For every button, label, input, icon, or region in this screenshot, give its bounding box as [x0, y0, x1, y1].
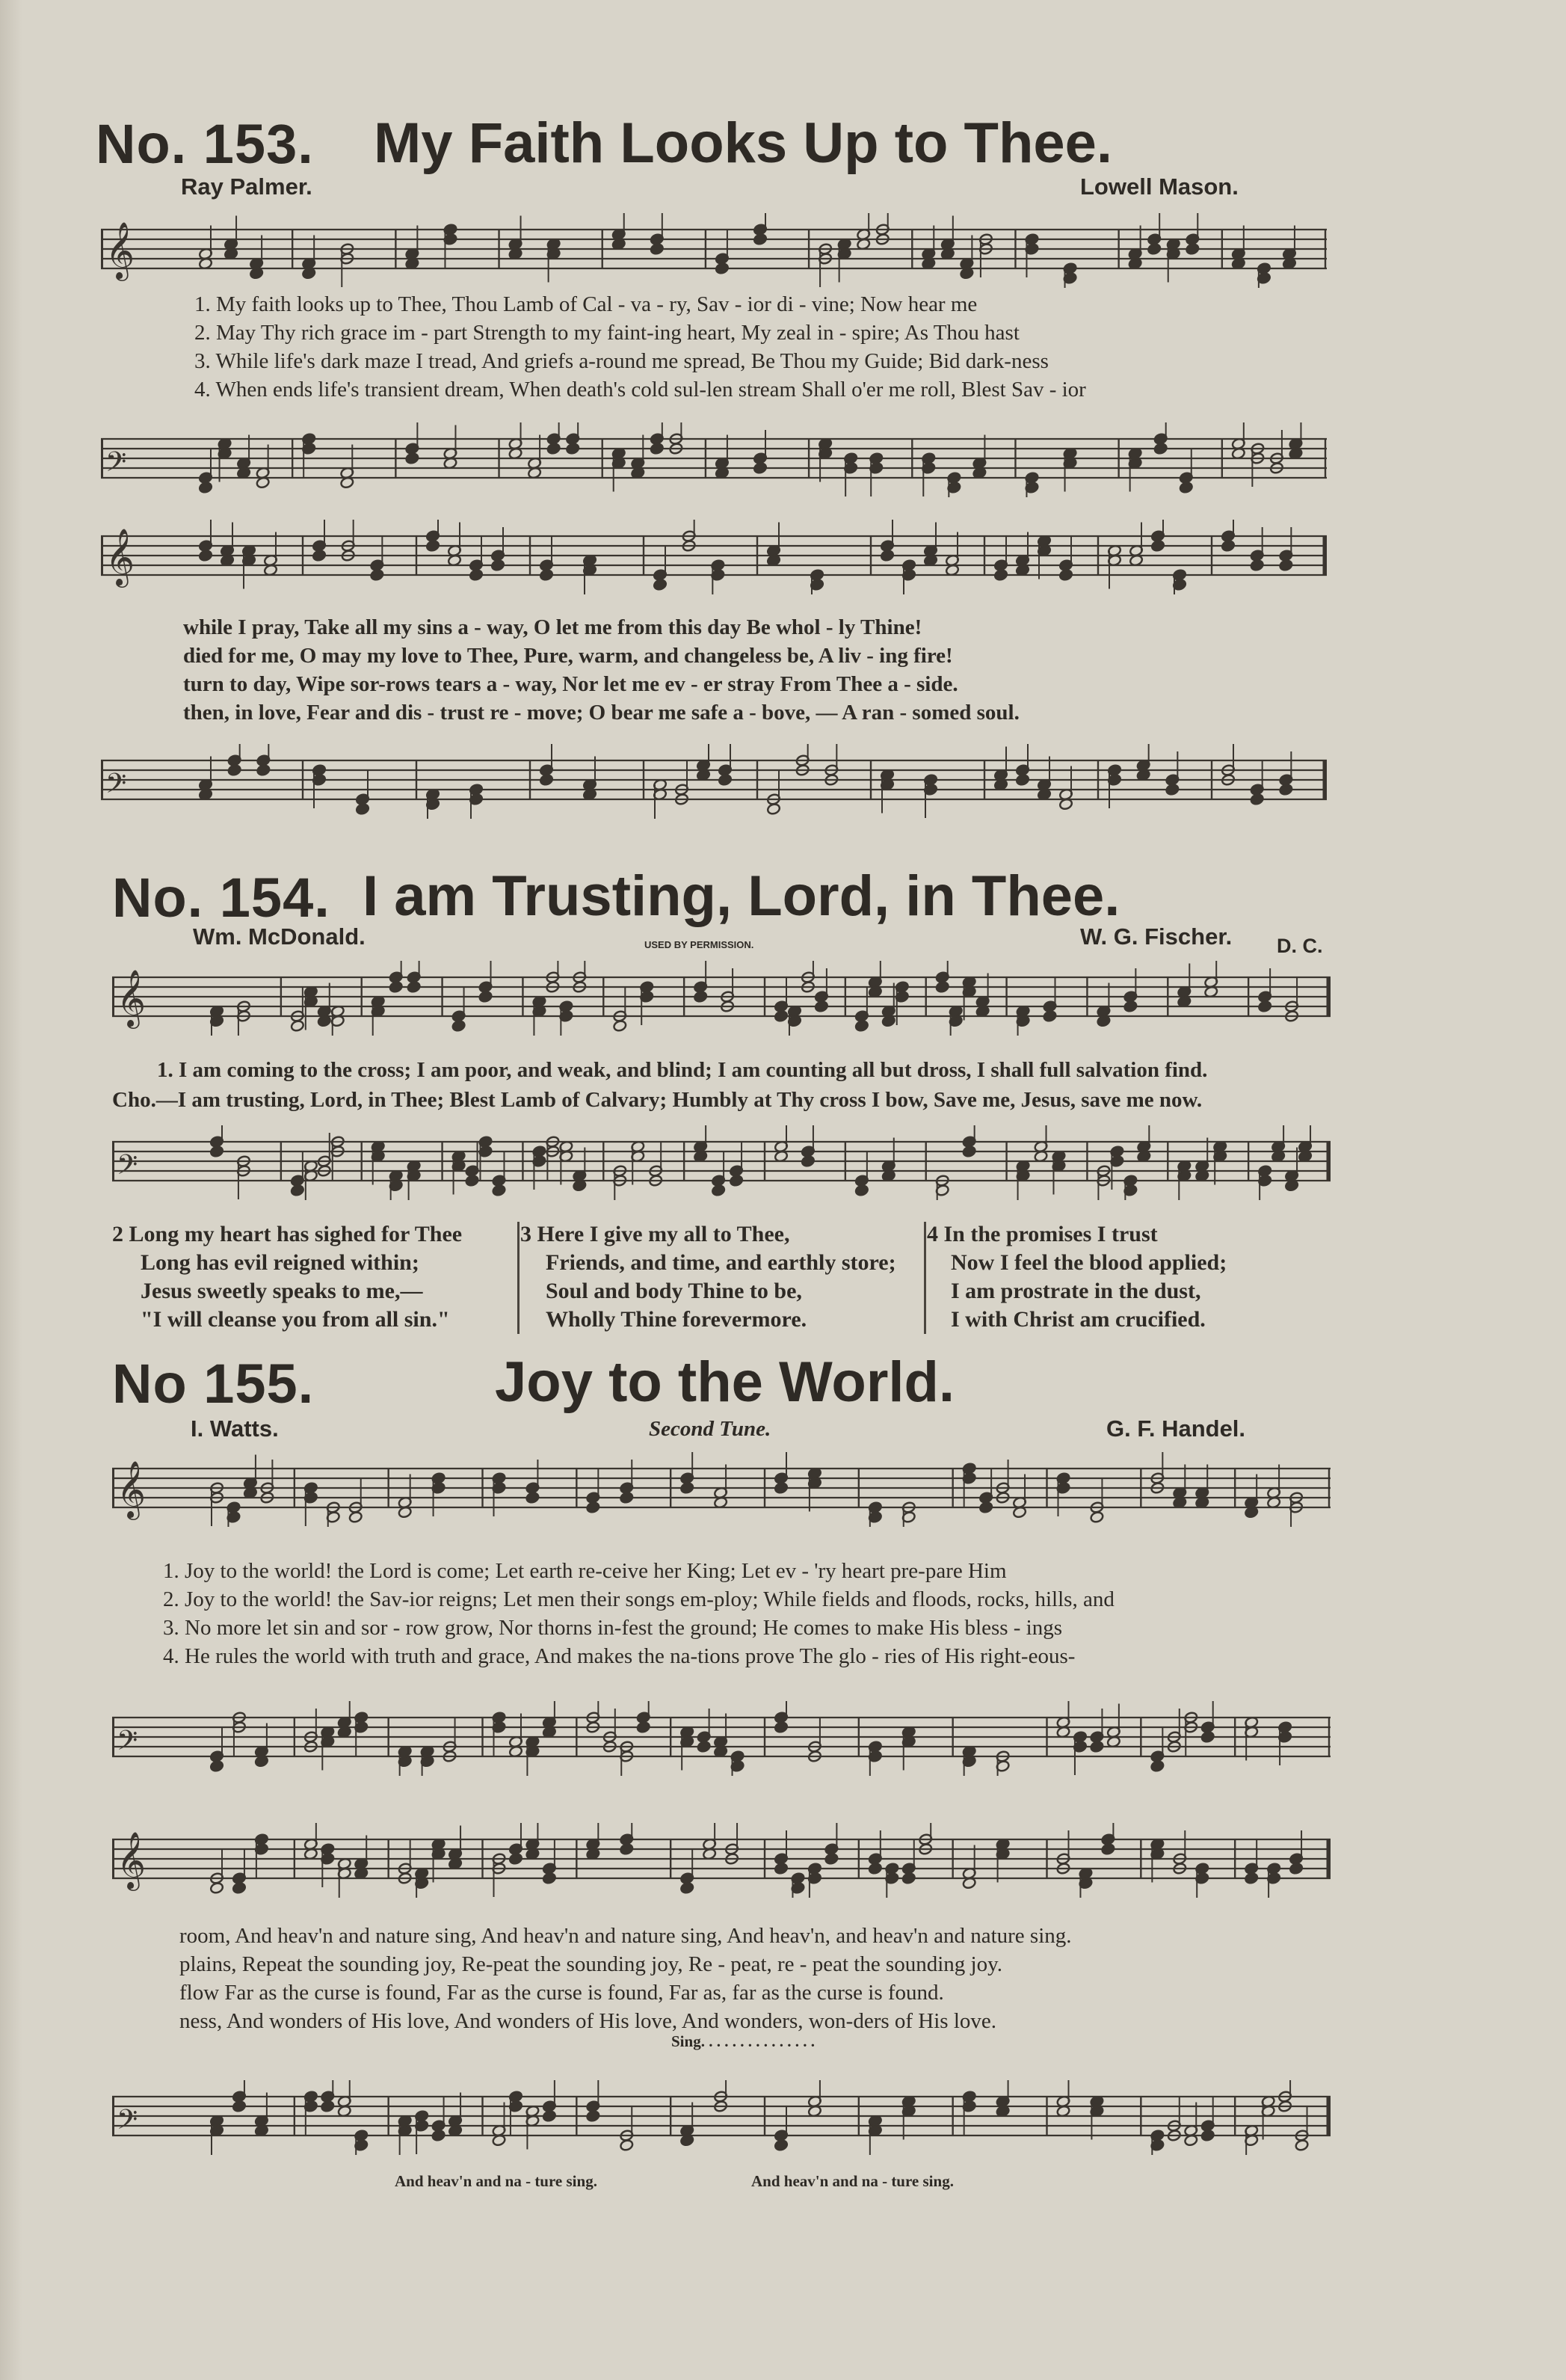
hymn-155-verses-system-2 [179, 1922, 1072, 2035]
hymn-153-bass-staff-1 [101, 422, 1327, 497]
hymn-155-treble-staff-2 [112, 1823, 1331, 1898]
svg-text:𝄞: 𝄞 [117, 1460, 147, 1518]
hymn-155-bass-staff-2 [112, 2080, 1331, 2155]
stanza-line: Friends, and time, and earthly store; [546, 1250, 896, 1275]
stanza-line: I am prostrate in the dust, [951, 1279, 1201, 1303]
dc-marking: D. C. [1277, 935, 1323, 957]
svg-text:𝄞: 𝄞 [117, 1831, 147, 1889]
hymn-155-title: Joy to the World. [495, 1350, 955, 1414]
verse-line: died for me, O may my love to Thee, Pure, warm, and changeless be, A liv - ing fire! [183, 644, 953, 668]
hymn-153-title: My Faith Looks Up to Thee. [374, 111, 1113, 175]
hymn-153-composer: Lowell Mason. [1080, 173, 1239, 200]
svg-text:𝄢: 𝄢 [117, 2104, 138, 2142]
hymn-155-verses-system-1 [163, 1557, 1115, 1670]
hymn-153-verses-system-2 [183, 613, 1020, 727]
verse-line: 3. No more let sin and sor - row grow, Nor thorns in-fest the ground; He comes to make His bless - ings [163, 1616, 1063, 1640]
stanza-line: "I will cleanse you from all sin." [141, 1307, 450, 1332]
verse-line: 1. Joy to the world! the Lord is come; Let earth re-ceive her King; Let ev - 'ry heart pre-pare Him [163, 1559, 1007, 1583]
hymn-153-verses-system-1 [194, 290, 1086, 404]
stanza-line: Wholly Thine forevermore. [546, 1307, 807, 1332]
verse-line: plains, Repeat the sounding joy, Re-peat the sounding joy, Re - peat, re - peat the sounding joy. [179, 1952, 1002, 1976]
verse-line: 4. He rules the world with truth and grace, And makes the na-tions prove The glo - ries of His right-eous- [163, 1644, 1076, 1668]
stanza-divider [517, 1222, 520, 1334]
hymn-154-stanza-4 [927, 1220, 1227, 1334]
verse-line: 2. Joy to the world! the Sav-ior reigns; Let men their songs em-ploy; While fields and floods, rocks, hills, and [163, 1587, 1115, 1611]
svg-text:𝄞: 𝄞 [117, 969, 147, 1027]
bass-cue-text-2: And heav'n and na - ture sing. [751, 2172, 954, 2190]
verse-line: 2. May Thy rich grace im - part Strength to my faint-ing heart, My zeal in - spire; As Thou hast [194, 321, 1020, 345]
book-spine-shadow [0, 0, 22, 2380]
svg-text:𝄢: 𝄢 [117, 1725, 138, 1763]
verse-line: room, And heav'n and nature sing, And heav'n and nature sing, And heav'n, and heav'n and nature sing. [179, 1924, 1072, 1948]
hymn-154-composer: W. G. Fischer. [1080, 923, 1233, 950]
hymn-154-stanza-3 [520, 1220, 896, 1334]
hymn-154-title: I am Trusting, Lord, in Thee. [363, 864, 1120, 928]
hymn-155-number: No 155. [112, 1353, 315, 1415]
hymn-154-author: Wm. McDonald. [193, 923, 366, 950]
stanza-line: 3 Here I give my all to Thee, [520, 1222, 790, 1246]
svg-text:𝄞: 𝄞 [105, 528, 135, 585]
sing-marking: Sing. . . . . . . . . . . . . . . [671, 2032, 815, 2050]
verse-line: while I pray, Take all my sins a - way, O let me from this day Be whol - ly Thine! [183, 615, 922, 639]
hymn-154-bass-staff [112, 1125, 1331, 1200]
stanza-line: 4 In the promises I trust [927, 1222, 1158, 1246]
hymn-153-treble-staff-2 [101, 520, 1327, 594]
hymn-153-author: Ray Palmer. [181, 173, 312, 200]
stanza-divider [924, 1222, 926, 1334]
stanza-line: Soul and body Thine to be, [546, 1279, 802, 1303]
stanza-line: I with Christ am crucified. [951, 1307, 1206, 1332]
verse-line: then, in love, Fear and dis - trust re - move; O bear me safe a - bove, — A ran - somed soul. [183, 701, 1020, 725]
hymn-154-stanza-2 [112, 1220, 462, 1334]
verse-line: turn to day, Wipe sor-rows tears a - way, Nor let me ev - er stray From Thee a - side. [183, 672, 958, 696]
stanza-line: 2 Long my heart has sighed for Thee [112, 1222, 463, 1246]
hymn-153-treble-staff-1 [101, 213, 1327, 288]
hymn-155-tune: Second Tune. [649, 1417, 771, 1441]
stanza-line: Jesus sweetly speaks to me,— [141, 1279, 423, 1303]
verse-line: 1. My faith looks up to Thee, Thou Lamb of Cal - va - ry, Sav - ior di - vine; Now hear me [194, 292, 978, 316]
hymn-155-treble-staff-1 [112, 1452, 1331, 1527]
verse-line: 3. While life's dark maze I tread, And griefs a-round me spread, Be Thou my Guide; Bid dark-ness [194, 349, 1049, 373]
hymn-155-bass-staff-1 [112, 1701, 1331, 1776]
hymn-155-author: I. Watts. [191, 1415, 279, 1442]
hymn-154-treble-staff [112, 961, 1331, 1036]
stanza-line: Now I feel the blood applied; [951, 1250, 1227, 1275]
svg-text:𝄞: 𝄞 [105, 221, 135, 279]
hymn-154-number: No. 154. [112, 867, 330, 929]
verse-line: ness, And wonders of His love, And wonders of His love, And wonders, won-ders of His love. [179, 2009, 997, 2033]
verse-line: flow Far as the curse is found, Far as the curse is found, Far as, far as the curse is found. [179, 1981, 944, 2005]
svg-text:𝄢: 𝄢 [105, 446, 127, 485]
hymn-153-number: No. 153. [96, 113, 314, 175]
hymn-154-chorus: Cho.—I am trusting, Lord, in Thee; Blest Lamb of Calvary; Humbly at Thy cross I bow, Save me, Jesus, save me now. [112, 1088, 1203, 1112]
stanza-line: Long has evil reigned within; [141, 1250, 419, 1275]
svg-text:𝄢: 𝄢 [105, 768, 127, 806]
hymn-153-bass-staff-2 [101, 744, 1327, 819]
verse-line: 4. When ends life's transient dream, When death's cold sul-len stream Shall o'er me roll, Blest Sav - ior [194, 378, 1086, 402]
bass-cue-text-1: And heav'n and na - ture sing. [395, 2172, 597, 2190]
svg-text:𝄢: 𝄢 [117, 1149, 138, 1187]
hymn-154-verse-1: 1. I am coming to the cross; I am poor, and weak, and blind; I am counting all but dross, I shall full salvation find. [157, 1058, 1208, 1082]
hymn-155-composer: G. F. Handel. [1106, 1415, 1246, 1442]
used-by-permission: USED BY PERMISSION. [644, 939, 754, 950]
